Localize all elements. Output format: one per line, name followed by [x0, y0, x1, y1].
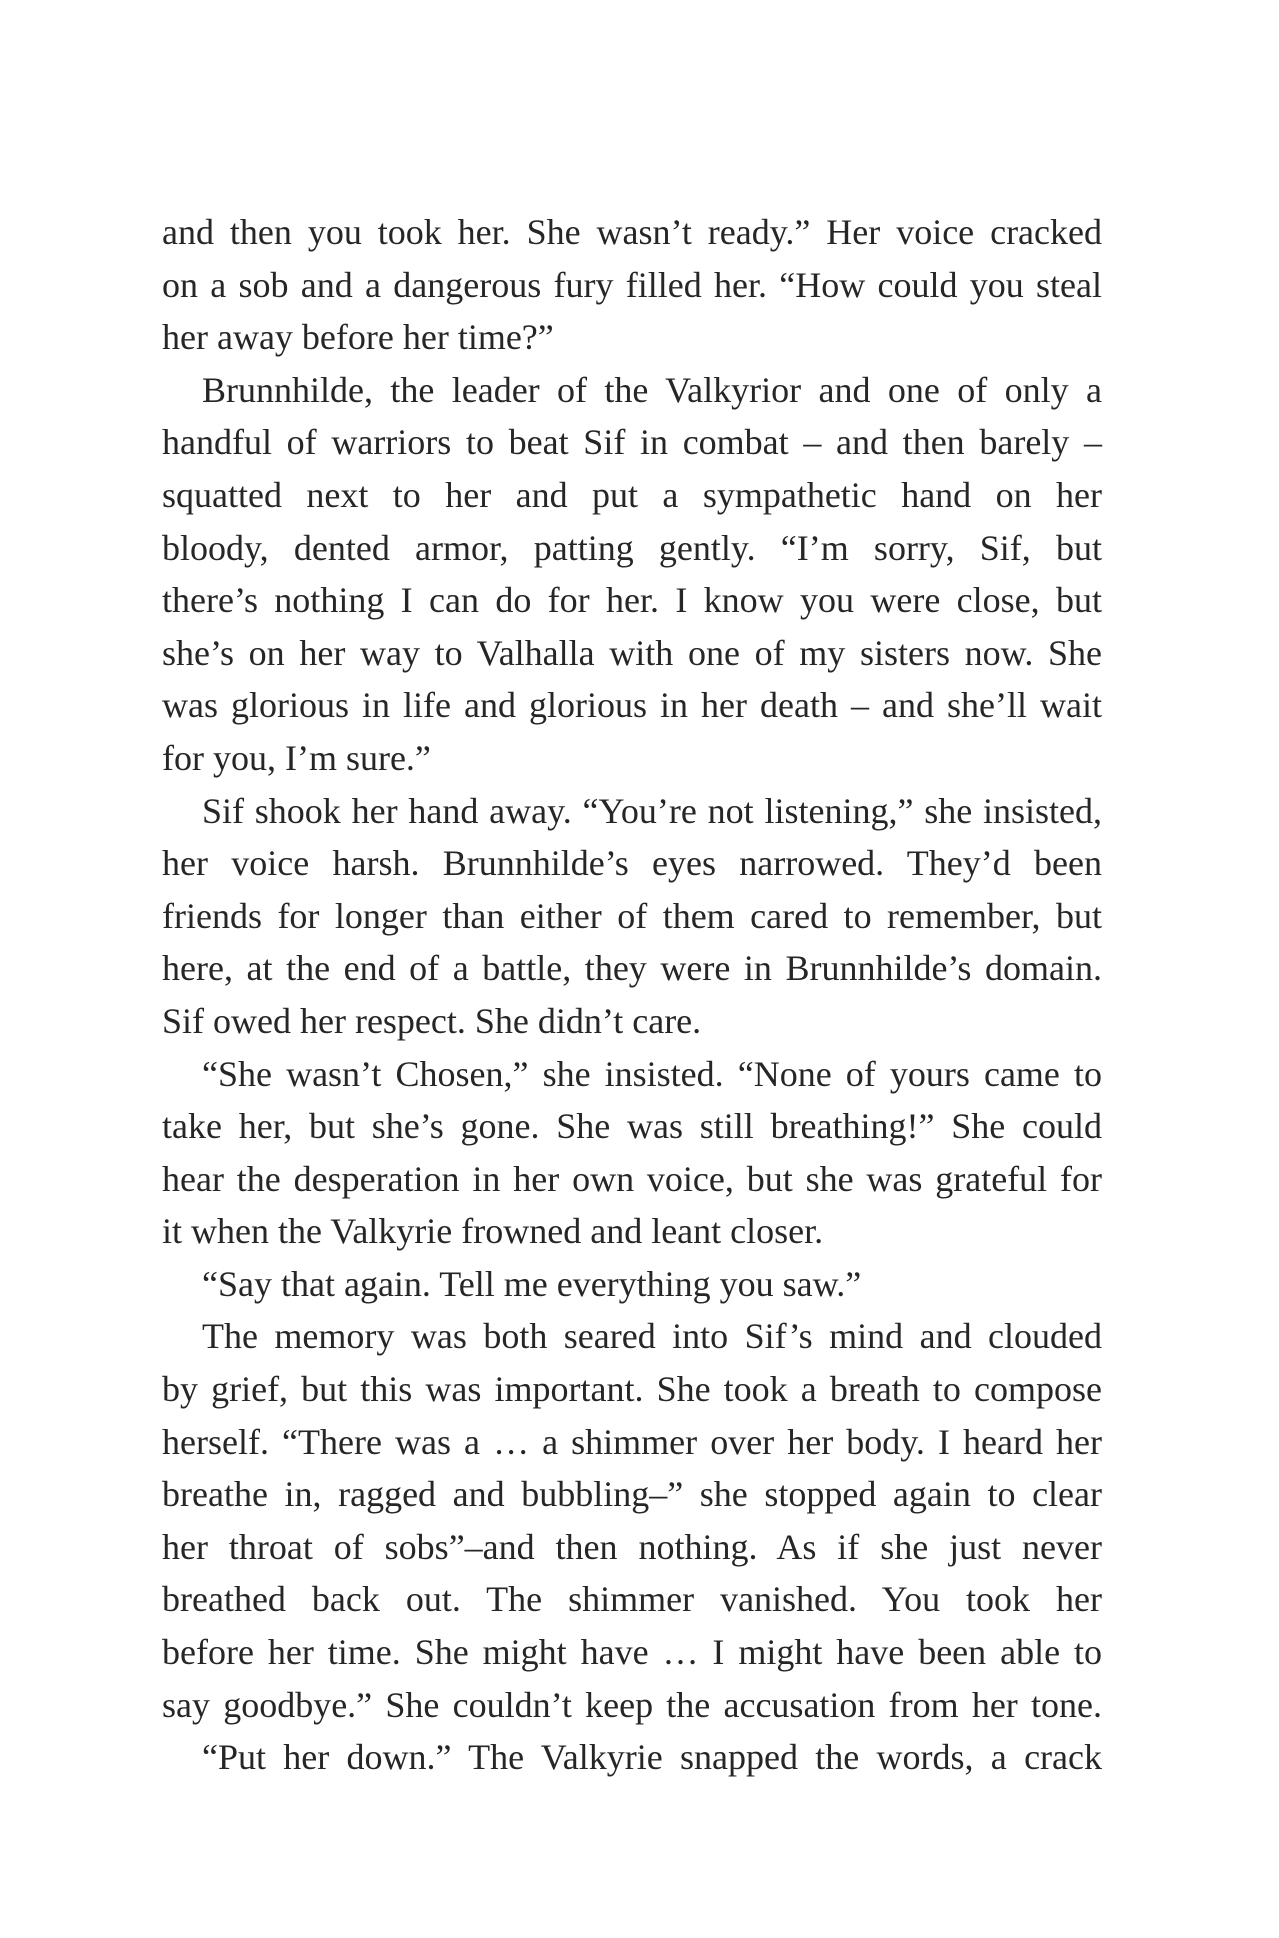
text-line: there’s nothing I can do for her. I know you were close, but [162, 580, 1102, 621]
text-line: breathe in, ragged and bubbling–” she stopped again to clear [162, 1474, 1102, 1515]
text-line: “She wasn’t Chosen,” she insisted. “None of yours came to [202, 1053, 1102, 1094]
text-line: her voice harsh. Brunnhilde’s eyes narrowed. They’d been [162, 843, 1102, 884]
text-line: bloody, dented armor, patting gently. “I’m sorry, Sif, but [162, 527, 1102, 568]
text-line: friends for longer than either of them cared to remember, but [162, 895, 1102, 936]
page-text [162, 206, 1102, 1784]
text-line: for you, I’m sure.” [162, 737, 431, 778]
text-line: herself. “There was a … a shimmer over her body. I heard her [162, 1421, 1102, 1462]
text-line: her throat of sobs”–and then nothing. As if she just never [162, 1526, 1102, 1567]
text-line: before her time. She might have … I might have been able to [162, 1632, 1102, 1673]
text-line: “Put her down.” The Valkyrie snapped the words, a crack [202, 1737, 1102, 1778]
text-line: she’s on her way to Valhalla with one of my sisters now. She [162, 632, 1102, 673]
text-line: breathed back out. The shimmer vanished. You took her [162, 1579, 1102, 1620]
text-line: by grief, but this was important. She took a breath to compose [162, 1369, 1102, 1410]
text-line: hear the desperation in her own voice, but she was grateful for [162, 1158, 1102, 1199]
text-line: Brunnhilde, the leader of the Valkyrior and one of only a [202, 369, 1102, 410]
text-line: it when the Valkyrie frowned and leant closer. [162, 1211, 824, 1252]
text-line: take her, but she’s gone. She was still breathing!” She could [162, 1106, 1102, 1147]
text-line: squatted next to her and put a sympathetic hand on her [162, 474, 1102, 515]
text-line: handful of warriors to beat Sif in combat – and then barely – [162, 422, 1102, 463]
text-line: her away before her time?” [162, 317, 554, 358]
text-line: and then you took her. She wasn’t ready.” Her voice cracked [162, 212, 1102, 252]
text-line: The memory was both seared into Sif’s mind and clouded [202, 1316, 1102, 1357]
text-line: “Say that again. Tell me everything you saw.” [202, 1263, 862, 1304]
text-line: was glorious in life and glorious in her death – and she’ll wait [162, 685, 1102, 726]
text-line: Sif shook her hand away. “You’re not listening,” she insisted, [202, 790, 1102, 831]
text-line: on a sob and a dangerous fury filled her. “How could you steal [162, 264, 1102, 305]
text-line: here, at the end of a battle, they were in Brunnhilde’s domain. [162, 948, 1102, 989]
text-line: Sif owed her respect. She didn’t care. [162, 1000, 702, 1041]
text-line: say goodbye.” She couldn’t keep the accusation from her tone. [162, 1684, 1102, 1725]
